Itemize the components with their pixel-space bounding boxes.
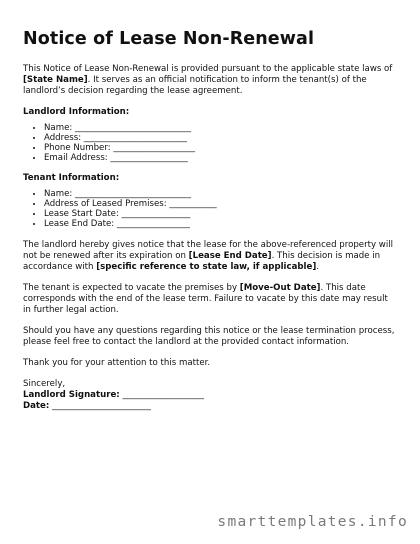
- landlord-info-list: [23, 123, 397, 163]
- vacate-text-1: The tenant is expected to vacate the premises by: [23, 283, 240, 293]
- landlord-address-field: • Address: ________________________: [44, 133, 397, 143]
- lease-start-field: • Lease Start Date: ________________: [44, 209, 397, 219]
- landlord-email-field: • Email Address: __________________: [44, 153, 397, 163]
- landlord-phone-field: • Phone Number: ___________________: [44, 143, 397, 153]
- questions-paragraph: Should you have any questions regarding this notice or the lease termination process, please feel free to contact the landlord at the provided contact information.: [23, 326, 395, 347]
- vacate-paragraph: [23, 283, 397, 316]
- intro-text-1: This Notice of Lease Non-Renewal is provided pursuant to the applicable state laws of: [23, 64, 393, 74]
- intro-paragraph: [23, 64, 397, 97]
- intro-text-2: . It serves as an official notification to inform the tenant(s) of the landlord’s decision regarding the lease agreement.: [23, 75, 367, 96]
- notice-text-1: The landlord hereby gives notice that the lease for the above-referenced property will not be renewed after its expiration on: [23, 240, 393, 261]
- lease-end-placeholder: [Lease End Date]: [188, 251, 272, 261]
- document-title: Notice of Lease Non-Renewal: [23, 29, 315, 49]
- thanks-paragraph: Thank you for your attention to this matter.: [23, 358, 211, 368]
- tenant-info-list: [23, 189, 397, 229]
- state-name-placeholder: [State Name]: [23, 75, 88, 85]
- law-reference-placeholder: [specific reference to state law, if applicable]: [96, 262, 317, 272]
- tenant-name-field: • Name: ___________________________: [44, 189, 397, 199]
- tenant-premises-field: • Address of Leased Premises: ___________: [44, 199, 397, 209]
- move-out-placeholder: [Move-Out Date]: [239, 283, 321, 293]
- closing-line: Sincerely,: [23, 379, 66, 389]
- date-line: [23, 401, 397, 412]
- notice-text-2: . This decision is made in accordance with: [23, 251, 381, 272]
- non-renewal-paragraph: [23, 240, 397, 273]
- lease-end-field: • Lease End Date: _________________: [44, 219, 397, 229]
- landlord-name-field: • Name: ___________________________: [44, 123, 397, 133]
- tenant-info-heading: Tenant Information:: [23, 173, 120, 183]
- landlord-signature-line: [23, 390, 397, 401]
- landlord-info-heading: Landlord Information:: [23, 107, 130, 117]
- notice-text-3: .: [316, 262, 319, 272]
- date-label: Date:: [23, 401, 50, 411]
- vacate-text-2: . This date corresponds with the end of the lease term. Failure to vacate by this date may result in further legal action.: [23, 283, 388, 315]
- signature-blank: ___________________: [122, 390, 205, 400]
- signature-label: Landlord Signature:: [23, 390, 120, 400]
- site-watermark: smarttemplates.info: [217, 514, 408, 530]
- date-blank: _______________________: [52, 401, 151, 411]
